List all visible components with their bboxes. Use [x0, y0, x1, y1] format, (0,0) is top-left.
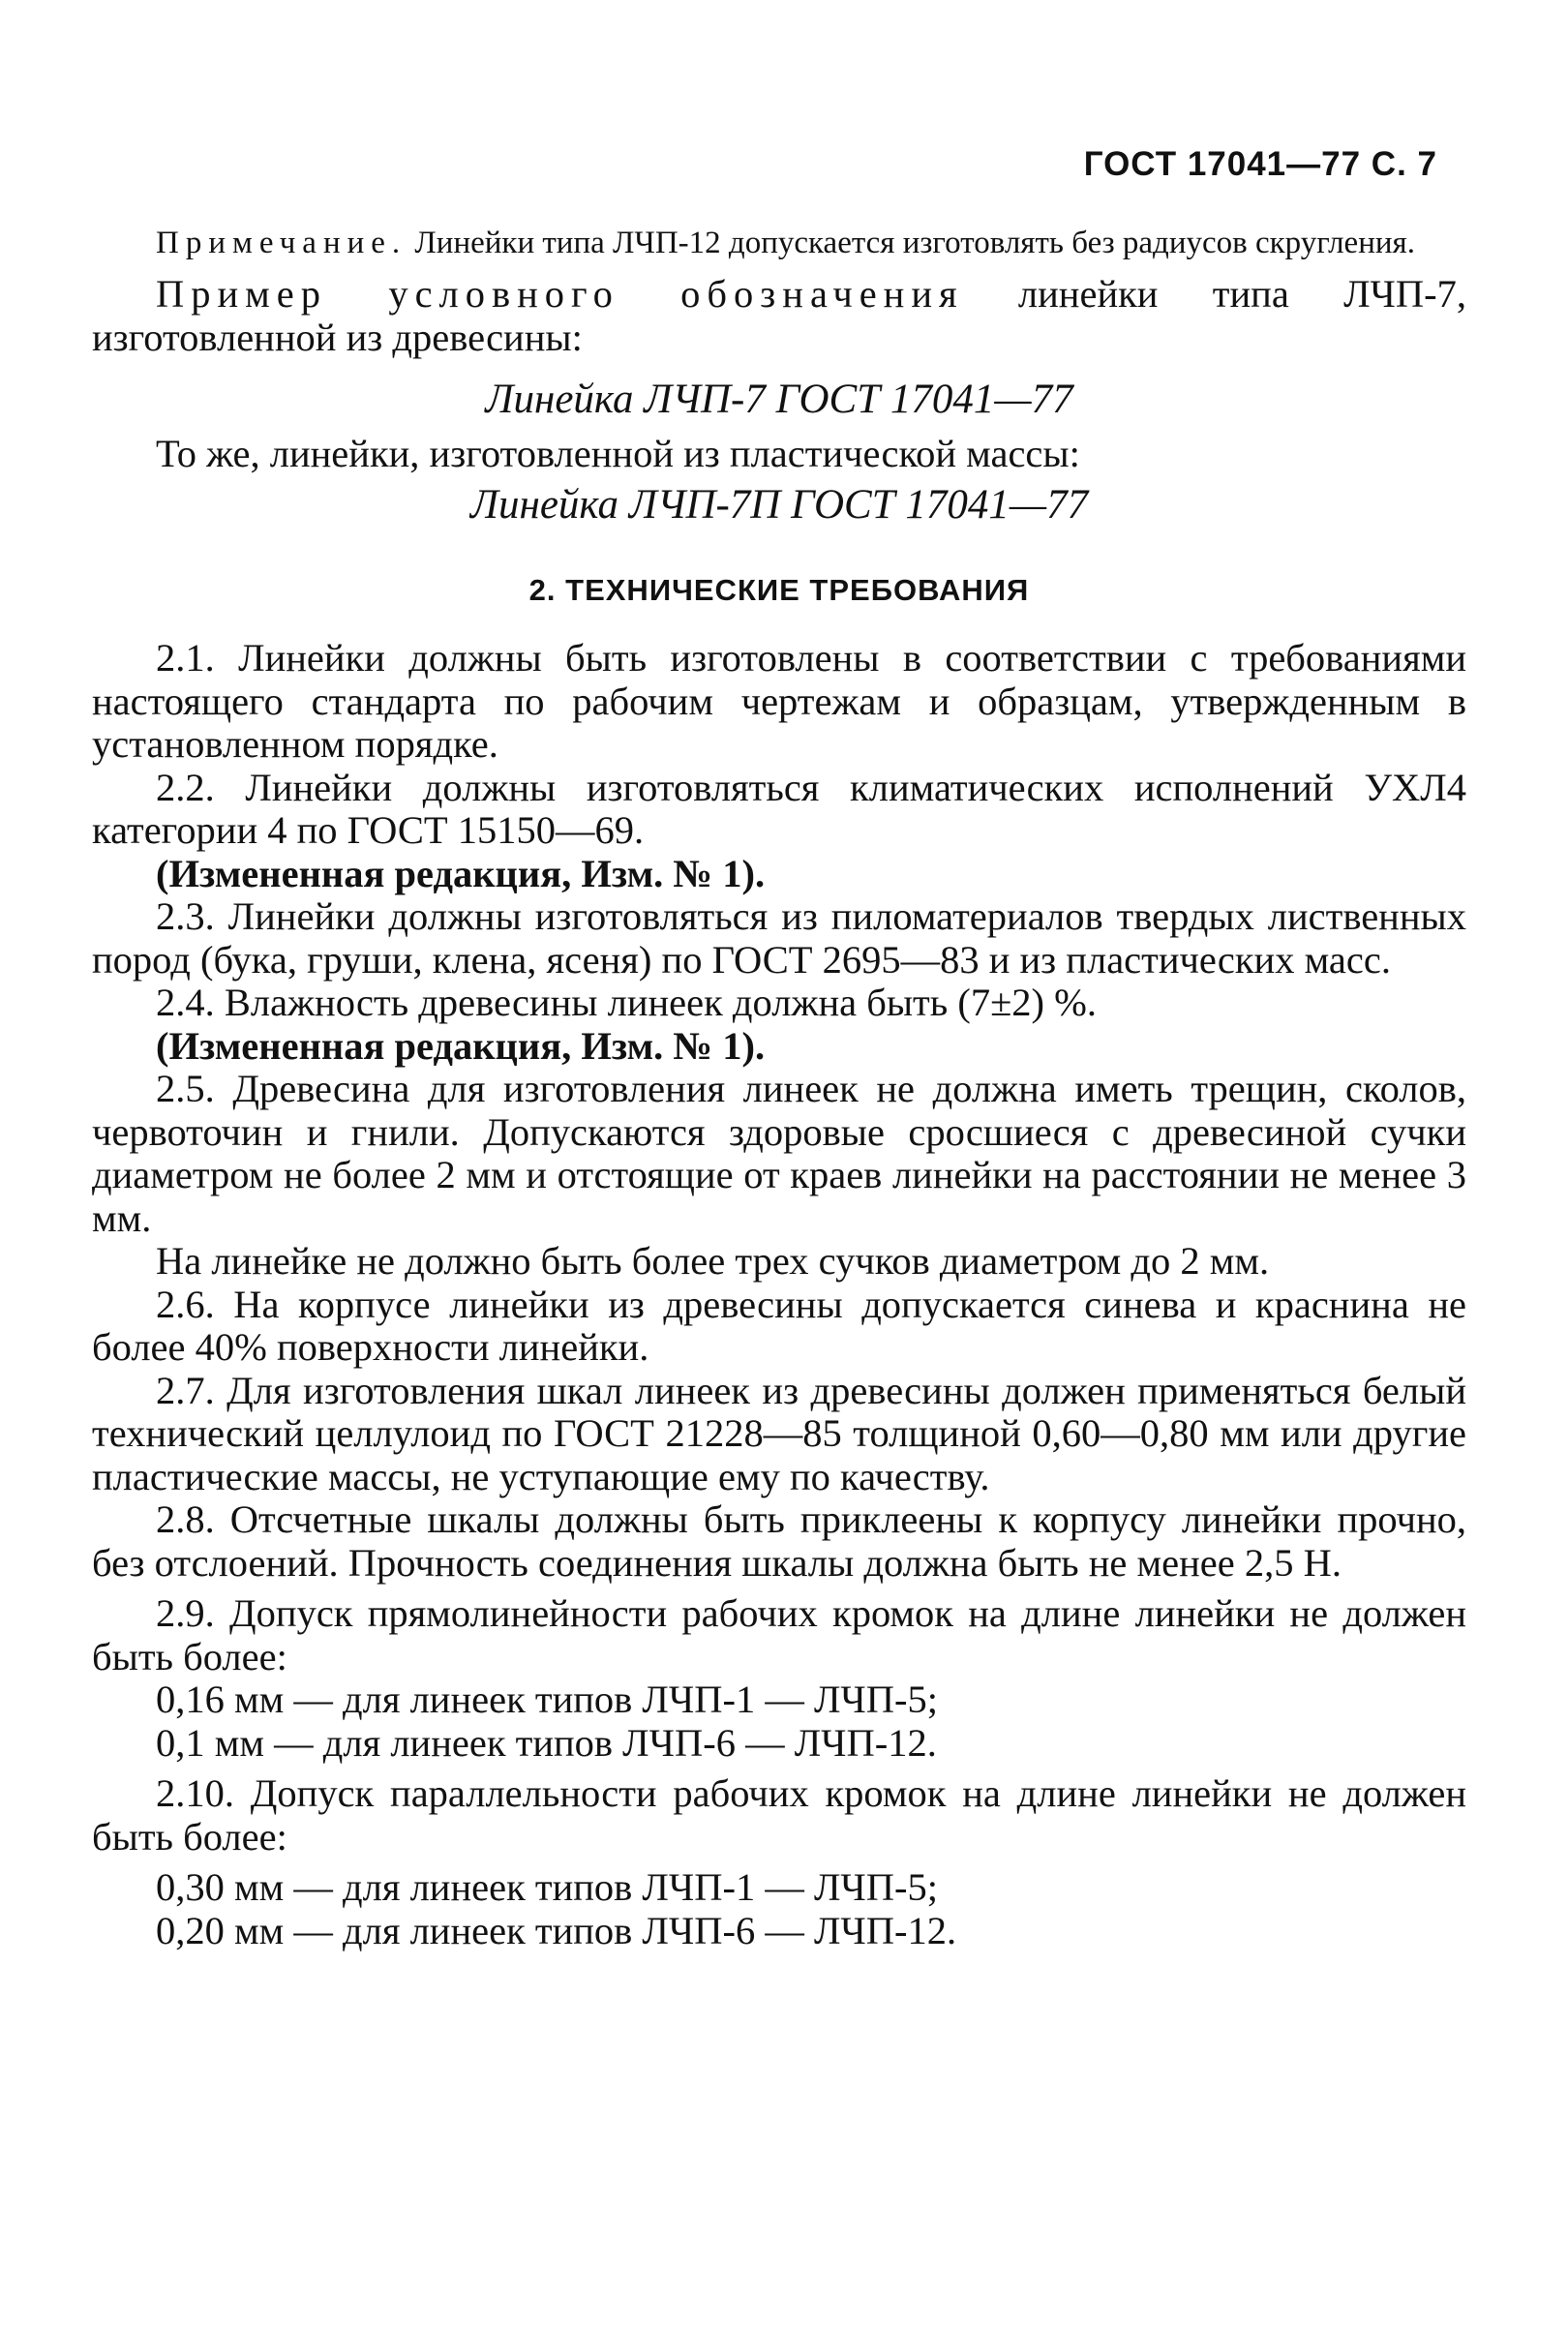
paragraph-2-5: 2.5. Древесина для изготовления линеек не должна иметь трещин, сколов, червоточин и гнили. Допускаются здоровые сросшиеся с древесиной сучки диаметром не более 2 мм и отстоящие от краев линейки на расстоянии не менее 3 мм.: [92, 1067, 1466, 1240]
paragraph-2-10-item-2: 0,20 мм — для линеек типов ЛЧП-6 — ЛЧП-12.: [156, 1908, 957, 1952]
example-intro-spaced: Пример условного обозначения: [156, 272, 964, 316]
amendment-note-1: (Измененная редакция, Изм. № 1).: [156, 851, 766, 895]
paragraph-2-10: 2.10. Допуск параллельности рабочих кромок на длине линейки не должен быть более:: [92, 1771, 1466, 1859]
note-label: Примечание.: [156, 226, 407, 260]
paragraph-2-8: 2.8. Отсчетные шкалы должны быть приклеены к корпусу линейки прочно, без отслоений. Прочность соединения шкалы должна быть не менее 2,5 Н.: [92, 1497, 1466, 1585]
paragraph-2-9: 2.9. Допуск прямолинейности рабочих кромок на длине линейки не должен быть более:: [92, 1591, 1466, 1678]
paragraph-2-2: 2.2. Линейки должны изготовляться климатических исполнений УХЛ4 категории 4 по ГОСТ 15150—69.: [92, 765, 1466, 852]
paragraph-2-4: 2.4. Влажность древесины линеек должна быть (7±2) %.: [156, 981, 1098, 1024]
note-text: Линейки типа ЛЧП-12 допускается изготовлять без радиусов скругления.: [407, 226, 1415, 260]
paragraph-2-10-item-1: 0,30 мм — для линеек типов ЛЧП-1 — ЛЧП-5;: [156, 1865, 938, 1909]
paragraph-2-1: 2.1. Линейки должны быть изготовлены в соответствии с требованиями настоящего стандарта по рабочим чертежам и образцам, утвержденным в установленном порядке.: [92, 636, 1466, 766]
example-designation-2: Линейка ЛЧП-7П ГОСТ 17041—77: [469, 481, 1089, 528]
paragraph-2-9-item-1: 0,16 мм — для линеек типов ЛЧП-1 — ЛЧП-5;: [156, 1678, 938, 1721]
amendment-note-2: (Измененная редакция, Изм. № 1).: [156, 1023, 766, 1068]
paragraph-2-6: 2.6. На корпусе линейки из древесины допускается синева и краснина не более 40% поверхности линейки.: [92, 1282, 1466, 1369]
example-intro: [92, 273, 1466, 359]
section-title: 2. ТЕХНИЧЕСКИЕ ТРЕБОВАНИЯ: [528, 572, 1030, 607]
paragraph-2-3: 2.3. Линейки должны изготовляться из пиломатериалов твердых лиственных пород (бука, груши, клена, ясеня) по ГОСТ 2695—83 и из пластических масс.: [92, 894, 1466, 982]
example-designation-1: Линейка ЛЧП-7 ГОСТ 17041—77: [485, 377, 1073, 422]
document-body: [92, 225, 1466, 1952]
paragraph-2-5-continued: На линейке не должно быть более трех сучков диаметром до 2 мм.: [156, 1239, 1270, 1283]
note-paragraph: [92, 225, 1466, 261]
paragraph-2-9-item-2: 0,1 мм — для линеек типов ЛЧП-6 — ЛЧП-12.: [156, 1720, 937, 1765]
paragraph-2-7: 2.7. Для изготовления шкал линеек из древесины должен применяться белый технический целлулоид по ГОСТ 21228—85 толщиной 0,60—0,80 мм или другие пластические массы, не уступающие ему по качеству.: [92, 1368, 1466, 1498]
example-intro-2: То же, линейки, изготовленной из пластической массы:: [156, 432, 1080, 475]
example-intro-rest: линейки типа ЛЧП-7, изготовленной из древесины:: [92, 272, 1466, 359]
page-header: ГОСТ 17041—77 С. 7: [1083, 145, 1437, 183]
